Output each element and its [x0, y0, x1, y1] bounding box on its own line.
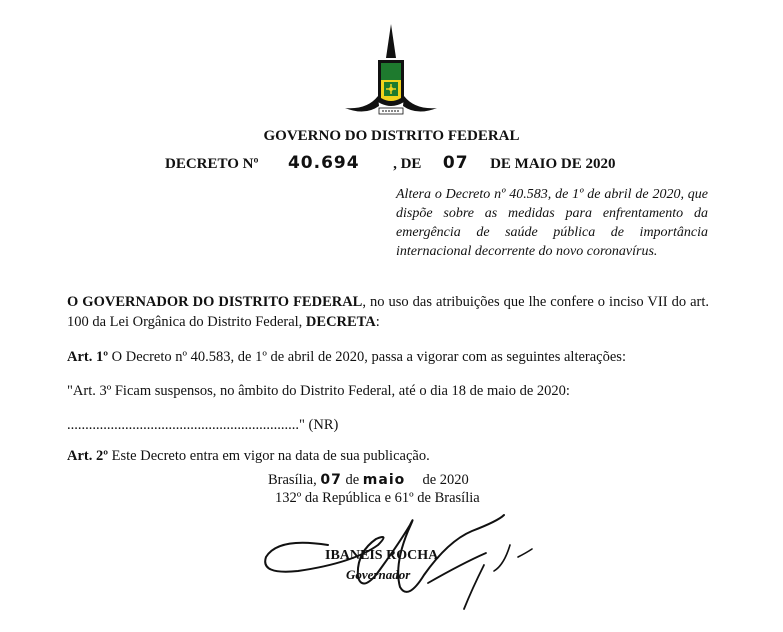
decree-label: DECRETO Nº: [165, 156, 259, 172]
preamble-decreta: DECRETA: [305, 314, 376, 330]
decree-month-year: DE MAIO DE 2020: [490, 156, 616, 172]
place-and-date: [268, 472, 469, 489]
closing-de: de: [345, 472, 360, 488]
article-2-text: Este Decreto entra em vigor na data de sua publicação.: [108, 448, 430, 464]
article-1-text: O Decreto nº 40.583, de 1º de abril de 2020, passa a vigorar com as seguintes alterações:: [108, 349, 626, 365]
article-1: [67, 347, 626, 367]
article-2: [67, 446, 430, 466]
preamble-lead: O GOVERNADOR DO DISTRITO FEDERAL: [67, 294, 363, 310]
article-2-label: Art. 2º: [67, 448, 109, 464]
article-1-label: Art. 1º: [67, 349, 109, 365]
decree-number-line: [165, 153, 616, 173]
closing-year: de 2020: [422, 472, 469, 488]
preamble-paragraph: [67, 292, 709, 332]
decree-number: 40.694: [287, 153, 360, 173]
government-title: GOVERNO DO DISTRITO FEDERAL: [263, 128, 520, 144]
ementa-summary: Altera o Decreto nº 40.583, de 1º de abril de 2020, que dispõe sobre as medidas para enfrentamento da emergência de saúde pública de importância internacional decorrente do novo coronavírus.: [396, 187, 708, 259]
closing-day: 07: [320, 472, 342, 488]
federal-district-coat-of-arms-icon: [343, 22, 439, 120]
decree-day: 07: [442, 153, 469, 173]
decree-de-label: , DE: [393, 156, 422, 172]
preamble-colon: :: [375, 314, 380, 330]
signer-role: Governador: [346, 567, 411, 582]
republic-year-line: 132º da República e 61º de Brasília: [275, 490, 480, 506]
closing-month: maio: [362, 472, 406, 488]
amended-article-quote: "Art. 3º Ficam suspensos, no âmbito do Distrito Federal, até o dia 18 de maio de 2020:: [67, 383, 570, 399]
place: Brasília,: [268, 472, 317, 488]
omitted-text-dots: ................................................................" (NR): [67, 417, 339, 433]
signer-name: IBANEIS ROCHA: [325, 548, 439, 563]
preamble-text: , no uso das atribuições que lhe confere o inciso VII do art. 100 da Lei Orgânica do Distrito Federal,: [67, 294, 709, 330]
